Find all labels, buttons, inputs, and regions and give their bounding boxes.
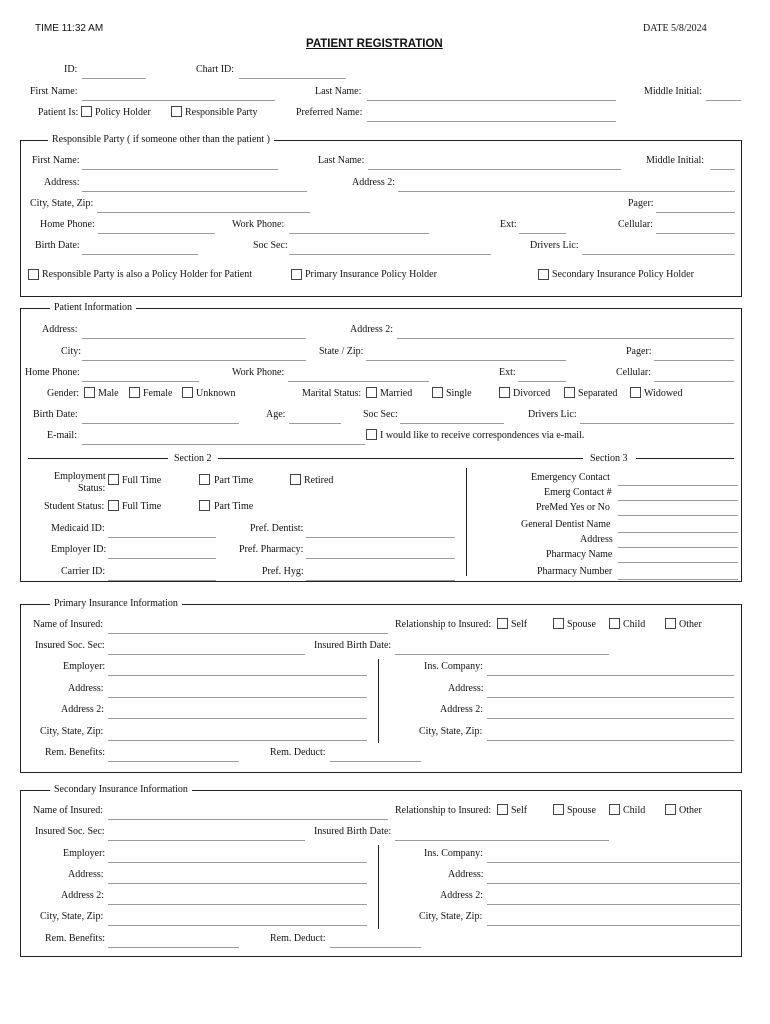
p-company-address-field[interactable] <box>487 697 734 698</box>
premed-label: PreMed Yes or No <box>536 502 610 513</box>
s-relationship-label: Relationship to Insured: <box>395 805 492 816</box>
employment-full-time-checkbox[interactable] <box>108 474 119 485</box>
student-full-time-label: Full Time <box>122 501 162 512</box>
emergency-contact-field[interactable] <box>618 485 738 486</box>
pi-address-label: Address: <box>42 324 78 335</box>
p-rem-benefits-field[interactable] <box>108 761 239 762</box>
s-rel-other-label: Other <box>679 805 702 816</box>
pi-soc-sec-field[interactable] <box>400 423 504 424</box>
rp-address2-label: Address 2: <box>352 177 396 188</box>
pref-dentist-label: Pref. Dentist: <box>250 523 304 534</box>
p-employer-address2-field[interactable] <box>108 718 367 719</box>
rp-middle-initial-label: Middle Initial: <box>646 155 705 166</box>
rp-address-field[interactable] <box>82 191 307 192</box>
pi-drivers-lic-field[interactable] <box>580 423 734 424</box>
s-company-address-field[interactable] <box>487 883 740 884</box>
medicaid-id-label: Medicaid ID: <box>51 523 105 534</box>
employment-part-time-label: Part Time <box>214 475 254 486</box>
rp-primary-holder-checkbox[interactable] <box>291 269 302 280</box>
s-rel-self-checkbox[interactable] <box>497 804 508 815</box>
marital-widowed-checkbox[interactable] <box>630 387 641 398</box>
gender-unknown-checkbox[interactable] <box>182 387 193 398</box>
s-name-insured-label: Name of Insured: <box>33 805 103 816</box>
rp-home-phone-field[interactable] <box>98 233 215 234</box>
medicaid-id-field[interactable] <box>108 537 216 538</box>
s-rem-deduct-label: Rem. Deduct: <box>270 933 326 944</box>
pi-birth-date-field[interactable] <box>82 423 239 424</box>
student-part-time-checkbox[interactable] <box>199 500 210 511</box>
rp-work-phone-label: Work Phone: <box>232 219 285 230</box>
p-insured-soc-sec-field[interactable] <box>108 654 305 655</box>
marital-single-label: Single <box>446 388 472 399</box>
pharmacy-number-label: Pharmacy Number <box>537 566 613 577</box>
p-insured-birth-date-label: Insured Birth Date: <box>314 640 392 651</box>
pi-age-label: Age: <box>266 409 286 420</box>
marital-separated-checkbox[interactable] <box>564 387 575 398</box>
s-ins-company-field[interactable] <box>487 862 740 863</box>
p-company-address2-label: Address 2: <box>440 704 484 715</box>
pi-home-phone-label: Home Phone: <box>25 367 80 378</box>
marital-separated-label: Separated <box>578 388 618 399</box>
pi-drivers-lic-label: Drivers Lic: <box>528 409 577 420</box>
emergency-contact-label: Emergency Contact <box>531 472 610 483</box>
rp-also-policy-holder-checkbox[interactable] <box>28 269 39 280</box>
rp-pager-field[interactable] <box>656 212 735 213</box>
section3-title: Section 3 <box>590 453 628 464</box>
s-insured-soc-sec-field[interactable] <box>108 840 305 841</box>
pi-home-phone-field[interactable] <box>82 381 199 382</box>
gender-unknown-label: Unknown <box>196 388 236 399</box>
rp-first-name-field[interactable] <box>82 169 278 170</box>
s-employer-address-field[interactable] <box>108 883 367 884</box>
employer-id-label: Employer ID: <box>51 544 107 555</box>
s-rem-benefits-field[interactable] <box>108 947 239 948</box>
emerg-contact-number-label: Emerg Contact # <box>544 487 612 498</box>
pi-email-field[interactable] <box>82 444 365 445</box>
rp-cellular-field[interactable] <box>656 233 735 234</box>
p-employer-label: Employer: <box>63 661 106 672</box>
s-company-address2-field[interactable] <box>487 904 740 905</box>
s-name-insured-field[interactable] <box>108 819 388 820</box>
rp-drivers-lic-field[interactable] <box>582 254 735 255</box>
p-ins-company-field[interactable] <box>487 675 734 676</box>
p-rel-child-checkbox[interactable] <box>609 618 620 629</box>
employment-retired-label: Retired <box>304 475 334 486</box>
p-insured-birth-date-field[interactable] <box>395 654 609 655</box>
student-status-label: Student Status: <box>44 501 105 512</box>
pi-marital-status-label: Marital Status: <box>302 388 362 399</box>
section3-rule <box>636 458 734 459</box>
employment-retired-checkbox[interactable] <box>290 474 301 485</box>
primary-insurance-legend: Primary Insurance Information <box>50 598 182 610</box>
rp-middle-initial-field[interactable] <box>710 169 735 170</box>
rp-last-name-label: Last Name: <box>318 155 365 166</box>
p-employer-address-label: Address: <box>68 683 104 694</box>
pi-city-field[interactable] <box>82 360 306 361</box>
gender-female-checkbox[interactable] <box>129 387 140 398</box>
student-full-time-checkbox[interactable] <box>108 500 119 511</box>
gender-male-checkbox[interactable] <box>84 387 95 398</box>
p-insured-soc-sec-label: Insured Soc. Sec: <box>35 640 105 651</box>
pi-address2-label: Address 2: <box>350 324 394 335</box>
p-column-divider <box>378 659 379 743</box>
section2-rule-left <box>28 458 168 459</box>
email-correspondence-checkbox[interactable] <box>366 429 377 440</box>
pi-address-field[interactable] <box>82 338 306 339</box>
date-label: DATE 5/8/2024 <box>643 23 707 34</box>
pharmacy-number-field[interactable] <box>618 579 738 580</box>
pharmacy-name-field[interactable] <box>618 562 738 563</box>
general-dentist-label: General Dentist Name <box>521 519 611 530</box>
marital-widowed-label: Widowed <box>644 388 683 399</box>
dentist-address-field[interactable] <box>618 547 738 548</box>
section2-rule-right <box>218 458 583 459</box>
policy-holder-label: Policy Holder <box>95 107 151 118</box>
marital-single-checkbox[interactable] <box>432 387 443 398</box>
pi-email-label: E-mail: <box>47 430 77 441</box>
chart-id-label: Chart ID: <box>196 64 235 75</box>
pi-work-phone-field[interactable] <box>288 381 429 382</box>
s-ins-company-label: Ins. Company: <box>424 848 483 859</box>
pi-cellular-label: Cellular: <box>616 367 651 378</box>
s-employer-city-field[interactable] <box>108 925 367 926</box>
p-employer-address-field[interactable] <box>108 697 367 698</box>
pi-age-field[interactable] <box>289 423 341 424</box>
employment-full-time-label: Full Time <box>122 475 162 486</box>
rp-primary-holder-label: Primary Insurance Policy Holder <box>305 269 437 280</box>
s-company-city-label: City, State, Zip: <box>419 911 483 922</box>
pi-address2-field[interactable] <box>397 338 734 339</box>
rp-birth-date-label: Birth Date: <box>35 240 80 251</box>
rp-soc-sec-label: Soc Sec: <box>253 240 288 251</box>
s-employer-label: Employer: <box>63 848 106 859</box>
pref-pharmacy-field[interactable] <box>306 558 455 559</box>
pi-gender-label: Gender: <box>47 388 80 399</box>
p-company-city-label: City, State, Zip: <box>419 726 483 737</box>
s-rel-spouse-label: Spouse <box>567 805 596 816</box>
p-ins-company-label: Ins. Company: <box>424 661 483 672</box>
s-rel-other-checkbox[interactable] <box>665 804 676 815</box>
premed-field[interactable] <box>618 515 738 516</box>
carrier-id-label: Carrier ID: <box>61 566 106 577</box>
p-company-city-field[interactable] <box>487 740 734 741</box>
s-employer-city-label: City, State, Zip: <box>40 911 104 922</box>
rp-city-state-zip-field[interactable] <box>97 212 310 213</box>
responsible-party-legend: Responsible Party ( if someone other than the patient ) <box>48 134 274 146</box>
p-employer-field[interactable] <box>108 675 367 676</box>
pi-birth-date-label: Birth Date: <box>33 409 78 420</box>
rp-birth-date-field[interactable] <box>82 254 198 255</box>
dentist-address-label: Address <box>580 534 613 545</box>
rp-address2-field[interactable] <box>398 191 735 192</box>
secondary-insurance-legend: Secondary Insurance Information <box>50 784 192 796</box>
p-employer-address2-label: Address 2: <box>61 704 105 715</box>
p-company-address2-field[interactable] <box>487 718 734 719</box>
s-insured-birth-date-label: Insured Birth Date: <box>314 826 392 837</box>
s-insured-soc-sec-label: Insured Soc. Sec: <box>35 826 105 837</box>
pref-dentist-field[interactable] <box>306 537 455 538</box>
section-divider <box>466 468 467 576</box>
preferred-name-field[interactable] <box>367 121 616 122</box>
gender-female-label: Female <box>143 388 173 399</box>
s-column-divider <box>378 845 379 929</box>
rp-work-phone-field[interactable] <box>289 233 429 234</box>
id-field[interactable] <box>82 78 146 79</box>
p-company-address-label: Address: <box>448 683 484 694</box>
pi-state-zip-label: State / Zip: <box>319 346 364 357</box>
responsible-party-checkbox[interactable] <box>171 106 182 117</box>
middle-initial-label: Middle Initial: <box>644 86 703 97</box>
employment-label: Employment <box>54 471 106 482</box>
s-rel-spouse-checkbox[interactable] <box>553 804 564 815</box>
first-name-label: First Name: <box>30 86 78 97</box>
s-employer-address-label: Address: <box>68 869 104 880</box>
s-company-address-label: Address: <box>448 869 484 880</box>
preferred-name-label: Preferred Name: <box>296 107 363 118</box>
patient-information-legend: Patient Information <box>50 302 136 314</box>
pharmacy-name-label: Pharmacy Name <box>546 549 613 560</box>
gender-male-label: Male <box>98 388 119 399</box>
rp-ext-label: Ext: <box>500 219 517 230</box>
p-relationship-label: Relationship to Insured: <box>395 619 492 630</box>
rp-drivers-lic-label: Drivers Lic: <box>530 240 579 251</box>
rp-soc-sec-field[interactable] <box>289 254 491 255</box>
pref-hyg-field[interactable] <box>306 580 455 581</box>
p-rel-child-label: Child <box>623 619 646 630</box>
pref-hyg-label: Pref. Hyg: <box>262 566 304 577</box>
policy-holder-checkbox[interactable] <box>81 106 92 117</box>
page-title: PATIENT REGISTRATION <box>306 38 443 50</box>
patient-is-label: Patient Is: <box>38 107 79 118</box>
chart-id-field[interactable] <box>239 78 346 79</box>
employer-id-field[interactable] <box>108 558 216 559</box>
p-employer-city-label: City, State, Zip: <box>40 726 104 737</box>
rp-city-state-zip-label: City, State, Zip: <box>30 198 94 209</box>
carrier-id-field[interactable] <box>108 580 216 581</box>
last-name-field[interactable] <box>367 100 616 101</box>
rp-secondary-holder-checkbox[interactable] <box>538 269 549 280</box>
s-company-city-field[interactable] <box>487 925 740 926</box>
employment-part-time-checkbox[interactable] <box>199 474 210 485</box>
general-dentist-field[interactable] <box>618 532 738 533</box>
rp-cellular-label: Cellular: <box>618 219 653 230</box>
marital-divorced-checkbox[interactable] <box>499 387 510 398</box>
marital-divorced-label: Divorced <box>513 388 551 399</box>
marital-married-checkbox[interactable] <box>366 387 377 398</box>
rp-first-name-label: First Name: <box>32 155 80 166</box>
responsible-party-label: Responsible Party <box>185 107 258 118</box>
pi-pager-field[interactable] <box>654 360 734 361</box>
s-insured-birth-date-field[interactable] <box>395 840 609 841</box>
p-rem-deduct-label: Rem. Deduct: <box>270 747 326 758</box>
rp-home-phone-label: Home Phone: <box>40 219 95 230</box>
s-company-address2-label: Address 2: <box>440 890 484 901</box>
s-rem-benefits-label: Rem. Benefits: <box>45 933 105 944</box>
pi-state-zip-field[interactable] <box>366 360 566 361</box>
s-rel-child-label: Child <box>623 805 646 816</box>
pi-city-label: City: <box>61 346 82 357</box>
first-name-field[interactable] <box>82 100 275 101</box>
pi-soc-sec-label: Soc Sec: <box>363 409 398 420</box>
rp-pager-label: Pager: <box>628 198 654 209</box>
s-employer-address2-label: Address 2: <box>61 890 105 901</box>
p-rel-spouse-checkbox[interactable] <box>553 618 564 629</box>
emerg-contact-number-field[interactable] <box>618 500 738 501</box>
middle-initial-field[interactable] <box>706 100 741 101</box>
p-rem-deduct-field[interactable] <box>330 761 421 762</box>
s-employer-address2-field[interactable] <box>108 904 367 905</box>
rp-also-policy-holder-label: Responsible Party is also a Policy Holder for Patient <box>42 269 252 280</box>
p-employer-city-field[interactable] <box>108 740 367 741</box>
p-rel-self-label: Self <box>511 619 528 630</box>
p-name-insured-label: Name of Insured: <box>33 619 103 630</box>
p-rel-other-checkbox[interactable] <box>665 618 676 629</box>
pi-pager-label: Pager: <box>626 346 652 357</box>
s-rel-self-label: Self <box>511 805 528 816</box>
p-rel-other-label: Other <box>679 619 702 630</box>
s-rel-child-checkbox[interactable] <box>609 804 620 815</box>
s-employer-field[interactable] <box>108 862 367 863</box>
pi-ext-field[interactable] <box>518 381 566 382</box>
pi-ext-label: Ext: <box>499 367 516 378</box>
section2-title: Section 2 <box>174 453 212 464</box>
p-rem-benefits-label: Rem. Benefits: <box>45 747 105 758</box>
student-part-time-label: Part Time <box>214 501 254 512</box>
employment-status-label: Status: <box>78 483 106 494</box>
time-label: TIME 11:32 AM <box>35 23 104 34</box>
p-rel-self-checkbox[interactable] <box>497 618 508 629</box>
rp-last-name-field[interactable] <box>368 169 621 170</box>
email-correspondence-label: I would like to receive correspondences via e-mail. <box>380 430 585 441</box>
pi-work-phone-label: Work Phone: <box>232 367 285 378</box>
marital-married-label: Married <box>380 388 413 399</box>
rp-ext-field[interactable] <box>519 233 566 234</box>
p-rel-spouse-label: Spouse <box>567 619 596 630</box>
pref-pharmacy-label: Pref. Pharmacy: <box>239 544 304 555</box>
last-name-label: Last Name: <box>315 86 362 97</box>
id-label: ID: <box>64 64 78 75</box>
rp-secondary-holder-label: Secondary Insurance Policy Holder <box>552 269 694 280</box>
s-rem-deduct-field[interactable] <box>330 947 421 948</box>
p-name-insured-field[interactable] <box>108 633 388 634</box>
rp-address-label: Address: <box>44 177 80 188</box>
pi-cellular-field[interactable] <box>654 381 734 382</box>
